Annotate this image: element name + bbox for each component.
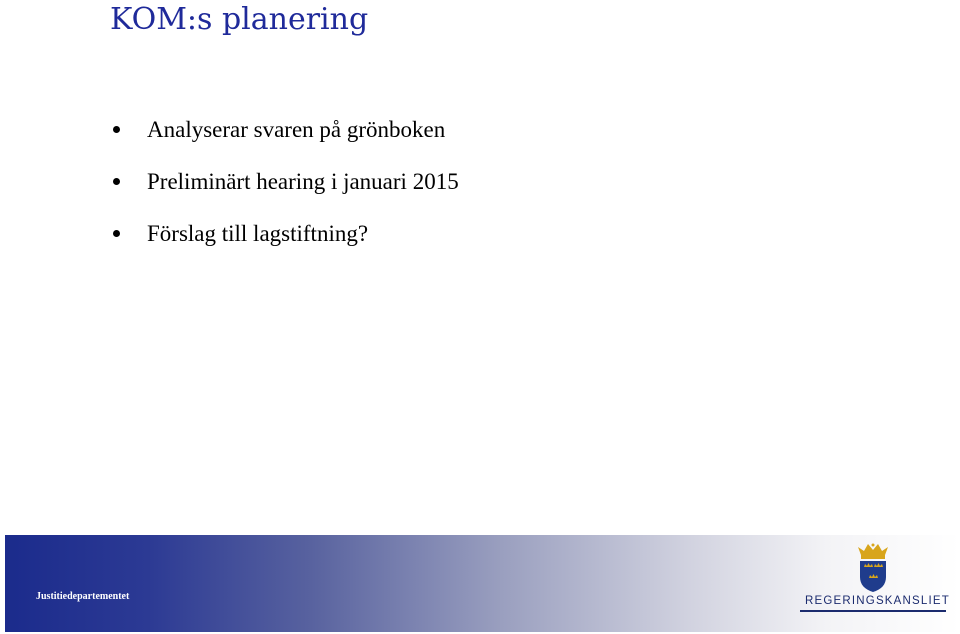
- bullet-text: Förslag till lagstiftning?: [147, 221, 369, 246]
- bullet-dot-icon: [113, 230, 120, 237]
- slide-title: KOM:s planering: [110, 2, 369, 37]
- bullet-text: Analyserar svaren på grönboken: [147, 117, 446, 142]
- crown-icon: [858, 544, 888, 560]
- bullet-dot-icon: [113, 178, 120, 185]
- bullet-text: Preliminärt hearing i januari 2015: [147, 169, 459, 194]
- bullet-dot-icon: [113, 126, 120, 133]
- logo-underline: [800, 610, 946, 612]
- department-label: Justitiedepartementet: [36, 591, 130, 602]
- regeringskansliet-logo-text: REGERINGSKANSLIET: [805, 595, 951, 607]
- shield-icon: [860, 561, 886, 592]
